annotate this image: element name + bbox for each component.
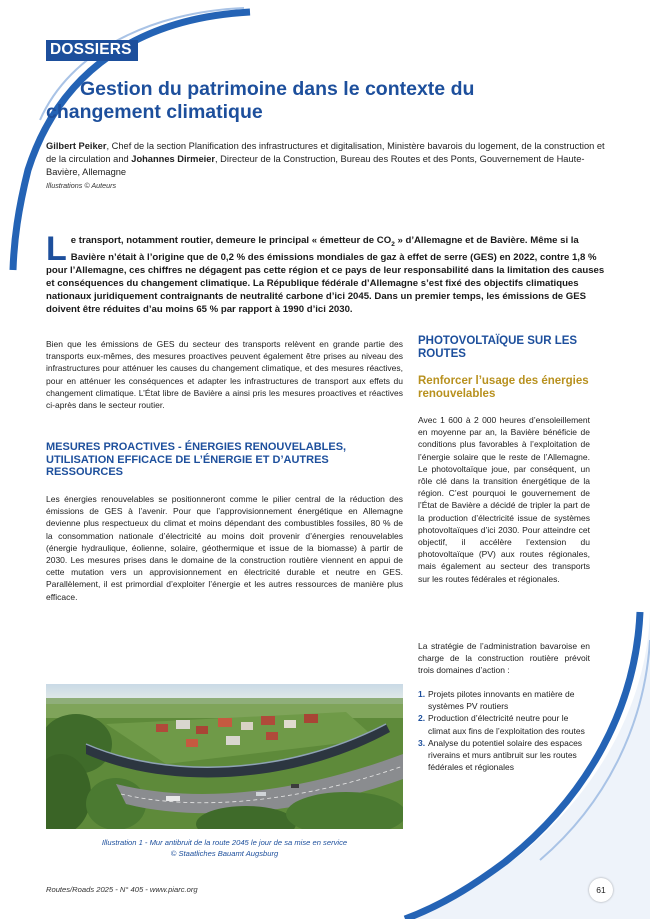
lead-text-part2: » d’Allemagne et de Bavière. Même si la Bavière n’était à l’origine que de 0,2 % des émissions mondiales de gaz à effet de serre (GES) en 2022, contre 1,8 % pour l’Allemagne, ces chiffres ne dégagent pas cette région et ce pays de leur responsabilité dans la limitation des causes et conséquences du changement climatique. La République fédérale d’Allemagne s’est fixé des objectifs climatiques nationaux juridiquement contraignants de neutralité carbone d’ici 2045. Dans un premier temps, les émissions de GES doivent être réduites d’au moins 65 % par rapport à 1990 d’ici 2030. — [46, 235, 605, 315]
list-item — [418, 737, 590, 774]
left-paragraph-1: Bien que les émissions de GES du secteur des transports relèvent en grande partie des transports eux-mêmes, des mesures proactives peuvent également être prises au niveau des infrastructures pour atténuer les causes du changement climatique, et des mesures réactives, pour en atténuer les conséquences et adapter les infrastructures de transport aux effets du changement climatique. L’État libre de Bavière a ainsi pris les mesures proactives et réactives ci-après dans le secteur routier. — [46, 339, 403, 411]
drop-cap: L — [46, 230, 67, 268]
author1-name: Gilbert Peiker — [46, 141, 107, 151]
footer-journal-reference: Routes/Roads 2025 - N° 405 - www.piarc.org — [46, 885, 198, 894]
caption-line-2: © Staatliches Bauamt Augsburg — [170, 848, 279, 858]
section-tag: DOSSIERS — [46, 40, 138, 61]
action-domains-list — [418, 688, 590, 773]
list-item-text: Production d’électricité neutre pour le climat aux fins de l’exploitation des routes — [428, 713, 585, 736]
photo-illustration — [46, 684, 403, 829]
photo-caption — [46, 838, 403, 859]
left-section-heading: MESURES PROACTIVES - ÉNERGIES RENOUVELABLES, UTILISATION EFFICACE DE L’ÉNERGIE ET D’AUTRES RESSOURCES — [46, 441, 347, 478]
list-item — [418, 688, 590, 712]
left-paragraph-2: Les énergies renouvelables se positionneront comme le pilier central de la réduction des émissions de GES à l’avenir. Pour que l’approvisionnement énergétique en Allemagne devienne plus respectueux du climat et moins dépendant des combustibles fossiles, 80 % de la consommation nationale d’électricité au moins doit provenir d’énergies renouvelables (énergie hydraulique, éolienne, solaire, géothermique et issue de la biomasse) à partir de 2030. Les mesures prises dans le domaine de la construction routière viennent en appui de cette mutation vers un approvisionnement en électricité durable et neutre en GES. Parallèlement, il est primordial d’exploiter l’énergie et les autres ressources de manière plus efficace. — [46, 494, 403, 602]
article-title: Gestion du patrimoine dans le contexte du changement climatique — [46, 78, 475, 123]
list-item-text: Projets pilotes innovants en matière de systèmes PV routiers — [428, 689, 575, 712]
author2-name: Johannes Dirmeier — [131, 154, 215, 164]
lead-subscript: 2 — [391, 240, 395, 248]
list-number: 1. — [418, 689, 426, 699]
list-number: 3. — [418, 737, 426, 748]
lead-paragraph — [46, 230, 606, 316]
right-subheading: Renforcer l’usage des énergies renouvelables — [418, 375, 589, 400]
right-paragraph-2: La stratégie de l’administration bavaroise en charge de la construction routière prévoit trois domaines d’action : — [418, 641, 590, 676]
illustrations-credit: Illustrations © Auteurs — [46, 181, 117, 190]
aerial-photo-noise-barrier — [46, 684, 403, 829]
authors-block — [46, 140, 606, 179]
caption-line-1: Illustration 1 - Mur antibruit de la route 2045 le jour de sa mise en service — [101, 838, 348, 847]
right-paragraph-1: Avec 1 600 à 2 000 heures d’ensoleillement en moyenne par an, la Bavière bénéficie de conditions plus favorables à l’exploitation de l’énergie solaire que le reste de l’Allemagne. Le photovoltaïque joue, par conséquent, un rôle clé dans la transition énergétique de la région. C’est pourquoi le gouvernement de l’État de Bavière a décidé de tripler la part de la production d’électricité issue de systèmes photovoltaïques d’ici 2030. Pour atteindre cet objectif, il accélère l’extension du photovoltaïque (PV) aux routes régionales, mais également au secteur des transports sur les routes fédérales et régionales. — [418, 415, 590, 584]
page-number: 61 — [589, 878, 613, 902]
lead-text-part1: e transport, notamment routier, demeure le principal « émetteur de CO — [70, 235, 392, 246]
list-item-text: Analyse du potentiel solaire des espaces riverains et murs antibruit sur les routes fédérales et régionales — [428, 737, 583, 773]
list-number: 2. — [418, 713, 426, 724]
author2-role: , Directeur de la Construction, Bureau des Routes et des Ponts, Gouvernement de Haute-Bavière, Allemagne — [46, 154, 585, 177]
author1-role: , Chef de la section Planification des infrastructures et digitalisation, Ministère bavarois du logement, de la construction et de la circulation and — [46, 141, 605, 164]
list-item — [418, 712, 590, 736]
right-section-heading: PHOTOVOLTAÏQUE SUR LES ROUTES — [418, 335, 578, 360]
